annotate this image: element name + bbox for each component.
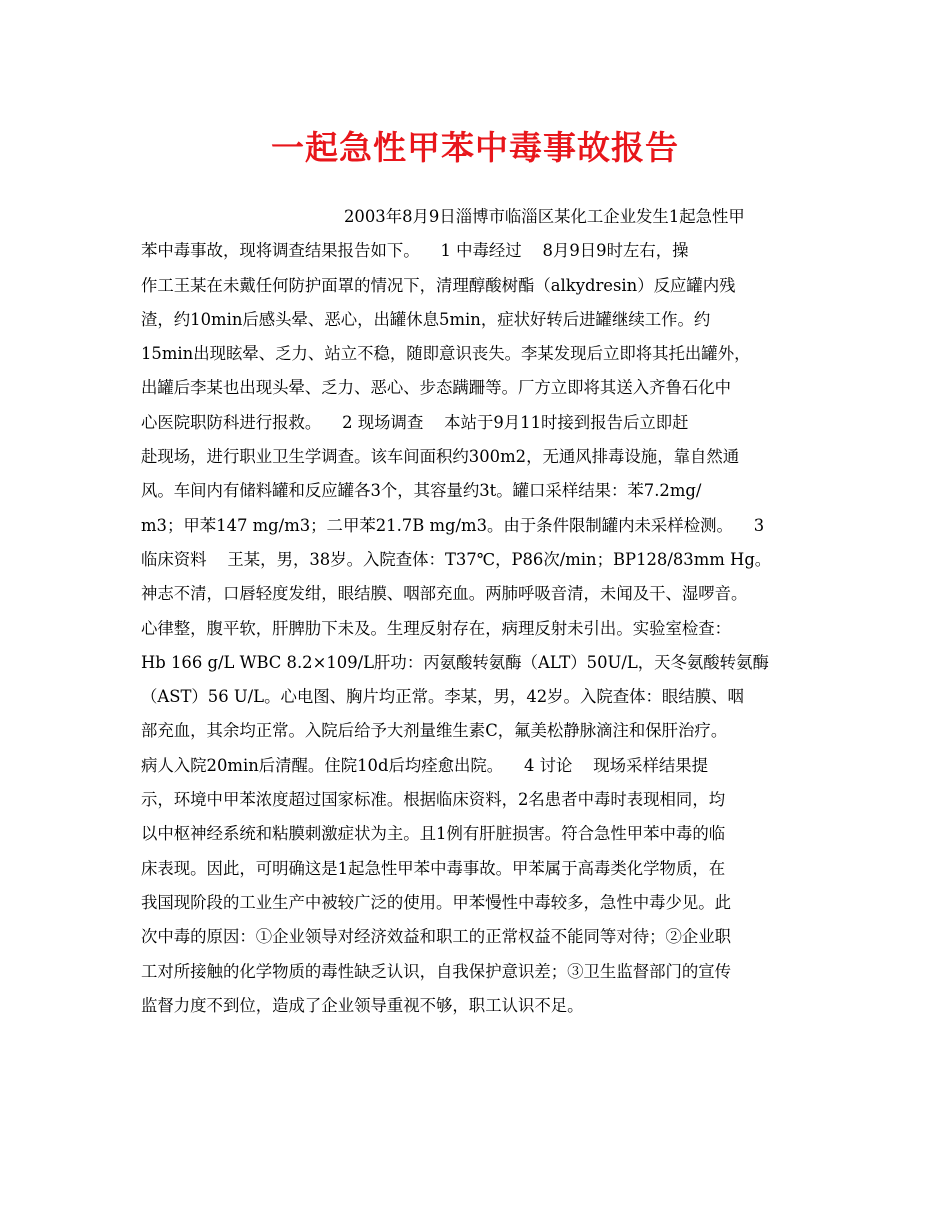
body-line: 工对所接触的化学物质的毒性缺乏认识，自我保护意识差；③卫生监督部门的宣传 [141, 961, 732, 981]
body-line: 部充血，其余均正常。入院后给予大剂量维生素C，氟美松静脉滴注和保肝治疗。 [141, 721, 728, 741]
body-line: 苯中毒事故，现将调查结果报告如下。 1 中毒经过 8月9日9时左右，操 [141, 241, 689, 261]
body-line: 赴现场，进行职业卫生学调查。该车间面积约300m2，无通风排毒设施，靠自然通 [141, 447, 740, 467]
body-line: 监督力度不到位，造成了企业领导重视不够，职工认识不足。 [141, 995, 584, 1015]
body-line: m3；甲苯147 mg/m3；二甲苯21.7B mg/m3。由于条件限制罐内未采样检测。 3 [141, 515, 765, 535]
document-body [141, 200, 826, 1023]
body-line: 渣，约10min后感头晕、恶心，出罐休息5min，症状好转后进罐继续工作。约 [141, 309, 711, 329]
body-line: （AST）56 U/L。心电图、胸片均正常。李某，男，42岁。入院查体：眼结膜、咽 [141, 687, 744, 707]
body-line: 病人入院20min后清醒。住院10d后均痊愈出院。 4 讨论 现场采样结果提 [141, 755, 709, 775]
body-line: 示，环境中甲苯浓度超过国家标准。根据临床资料，2名患者中毒时表现相同，均 [141, 790, 726, 810]
body-line: 15min出现眩晕、乏力、站立不稳，随即意识丧失。李某发现后立即将其托出罐外， [141, 344, 751, 364]
body-line: 风。车间内有储料罐和反应罐各3个，其容量约3t。罐口采样结果：苯7.2mg/ [141, 481, 702, 501]
body-line: 以中枢神经系统和粘膜刺激症状为主。且1例有肝脏损害。符合急性甲苯中毒的临 [141, 824, 726, 844]
body-line: 心律整，腹平软，肝脾肋下未及。生理反射存在，病理反射未引出。实验室检查： [141, 618, 732, 638]
body-line: 次中毒的原因：①企业领导对经济效益和职工的正常权益不能同等对待；②企业职 [141, 927, 732, 947]
body-line: Hb 166 g/L WBC 8.2×109/L肝功：丙氨酸转氨酶（ALT）50U/L，天冬氨酸转氨酶 [141, 652, 769, 672]
body-line: 我国现阶段的工业生产中被较广泛的使用。甲苯慢性中毒较多，急性中毒少见。此 [141, 892, 732, 912]
body-line: 神志不清，口唇轻度发绀，眼结膜、咽部充血。两肺呼吸音清，未闻及干、湿啰音。 [141, 584, 748, 604]
body-line: 出罐后李某也出现头晕、乏力、恶心、步态蹒跚等。厂方立即将其送入齐鲁石化中 [141, 378, 732, 398]
body-line: 作工王某在未戴任何防护面罩的情况下，清理醇酸树酯（alkydresin）反应罐内残 [141, 275, 736, 295]
body-line: 2003年8月9日淄博市临淄区某化工企业发生1起急性甲 [344, 207, 745, 226]
body-line: 心医院职防科进行报救。 2 现场调查 本站于9月11时接到报告后立即赶 [141, 412, 689, 432]
body-line: 临床资料 王某，男，38岁。入院查体：T37℃，P86次/min；BP128/83mm Hg。 [141, 549, 772, 569]
body-line: 床表现。因此，可明确这是1起急性甲苯中毒事故。甲苯属于高毒类化学物质，在 [141, 858, 726, 878]
document-title: 一起急性甲苯中毒事故报告 [271, 128, 679, 167]
